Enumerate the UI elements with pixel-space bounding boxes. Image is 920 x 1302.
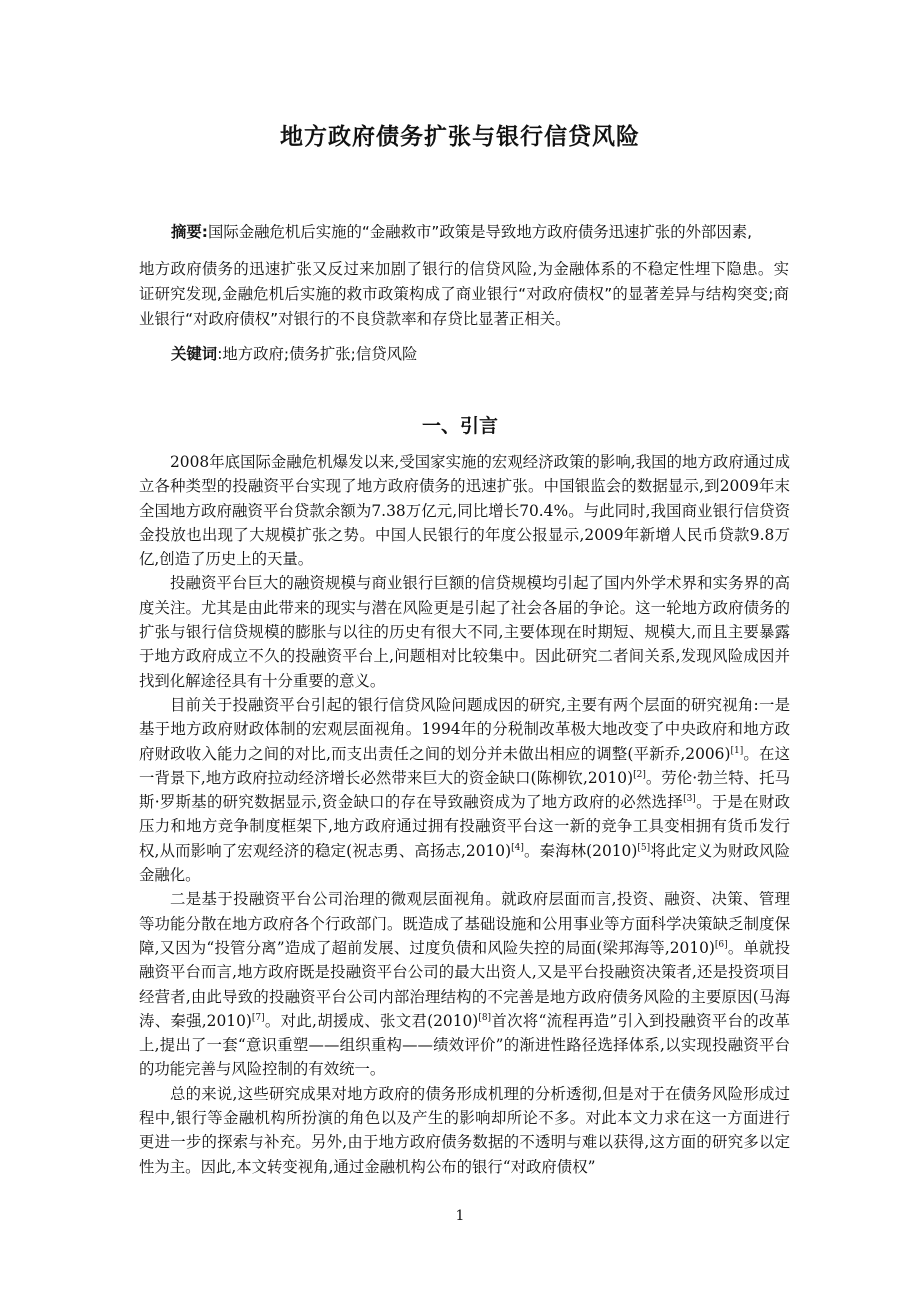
abstract-text-2: 地方政府债务的迅速扩张又反过来加剧了银行的信贷风险,为金融体系的不稳定性埋下隐患。实证研究发现,金融危机后实施的救市政策构成了商业银行“对政府债权”的显著差异与结构突变;商业银行“对政府债权”对银行的不良贷款率和存贷比显著正相关。: [139, 260, 789, 328]
body-text: [139, 450, 790, 1179]
abstract-line-1: [139, 220, 789, 245]
keywords-label: 关键词: [171, 345, 218, 363]
paragraph-text: 二是基于投融资平台公司治理的微观层面视角。就政府层面而言,投资、融资、决策、管理等功能分散在地方政府各个行政部门。既造成了基础设施和公用事业等方面科学决策缺乏制度保障,又因为“投管分离”造成了超前发展、过度负债和风险失控的局面(梁邦海等,2010): [139, 890, 790, 957]
citation-ref: [7]: [251, 1012, 265, 1023]
abstract: [139, 220, 789, 332]
body-paragraph: [139, 1082, 790, 1179]
paragraph-text: 目前关于投融资平台引起的银行信贷风险问题成因的研究,主要有两个层面的研究视角:一是基于地方政府财政体制的宏观层面视角。1994年的分税制改革极大地改变了中央政府和地方政府财政收入能力之间的对比,而支出责任之间的划分并未做出相应的调整(平新乔,2006): [139, 695, 790, 763]
section-heading: 一、引言: [421, 415, 498, 437]
paragraph-text: 。在这一背景下,地方政府拉动经济增长必然带来巨大的资金缺口(陈柳钦,2010): [139, 744, 790, 787]
citation-ref: [8]: [478, 1012, 492, 1023]
citation-ref: [4]: [511, 842, 524, 853]
citation-ref: [6]: [714, 939, 728, 950]
body-paragraph: [139, 693, 790, 887]
paragraph-text: 投融资平台巨大的融资规模与商业银行巨额的信贷规模均引起了国内外学术界和实务界的高度关注。尤其是由此带来的现实与潜在风险更是引起了社会各届的争论。这一轮地方政府债务的扩张与银行信贷规模的膨胀与以往的历史有很大不同,主要体现在时期短、规模大,而且主要暴露于地方政府成立不久的投融资平台上,问题相对比较集中。因此研究二者间关系,发现风险成因并找到化解途径具有十分重要的意义。: [139, 574, 790, 690]
body-paragraph: [139, 887, 790, 1081]
abstract-text-1: 国际金融危机后实施的“金融救市”政策是导致地方政府债务迅速扩张的外部因素,: [207, 223, 753, 241]
paragraph-text: 。秦海林(2010): [523, 841, 638, 860]
body-paragraph: [139, 450, 790, 571]
keywords-text: :地方政府;债务扩张;信贷风险: [217, 345, 418, 363]
paragraph-text: 。对此,胡援成、张文君(2010): [264, 1011, 479, 1030]
keywords: [171, 342, 791, 364]
abstract-colon: :: [201, 223, 208, 241]
page-number: 1: [455, 1208, 465, 1224]
paragraph-text: 将此定义为财政风险金融化。: [139, 841, 790, 885]
citation-ref: [3]: [683, 794, 696, 805]
paper-title: 地方政府债务扩张与银行信贷风险: [280, 124, 640, 150]
citation-ref: [1]: [730, 745, 744, 756]
paragraph-text: 。劳伦·勃兰特、托马斯·罗斯基的研究数据显示,资金缺口的存在导致融资成为了地方政府的必然选择: [139, 768, 790, 812]
body-paragraph: [139, 571, 790, 692]
citation-ref: [2]: [633, 769, 646, 780]
paragraph-text: 。单就投融资平台而言,地方政府既是投融资平台公司的最大出资人,又是平台投融资决策者,还是投资项目经营者,由此导致的投融资平台公司内部治理结构的不完善是地方政府债务风险的主要原因(马海涛、秦强,2010): [139, 938, 790, 1030]
paragraph-text: 首次将“流程再造”引入到投融资平台的改革上,提出了一套“意识重塑——组织重构——绩效评价”的渐进性路径选择体系,以实现投融资平台的功能完善与风险控制的有效统一。: [139, 1011, 790, 1079]
paragraph-text: 总的来说,这些研究成果对地方政府的债务形成机理的分析透彻,但是对于在债务风险形成过程中,银行等金融机构所扮演的角色以及产生的影响却所论不多。对此本文力求在这一方面进行更进一步的探索与补充。另外,由于地方政府债务数据的不透明与难以获得,这方面的研究多以定性为主。因此,本文转变视角,通过金融机构公布的银行“对政府债权”: [139, 1084, 790, 1176]
citation-ref: [5]: [637, 842, 651, 853]
paragraph-text: 2008年底国际金融危机爆发以来,受国家实施的宏观经济政策的影响,我国的地方政府通过成立各种类型的投融资平台实现了地方政府债务的迅速扩张。中国银监会的数据显示,到2009年末全国地方政府融资平台贷款余额为7.38万亿元,同比增长70.4%。与此同时,我国商业银行信贷资金投放也出现了大规模扩张之势。中国人民银行的年度公报显示,2009年新增人民币贷款9.8万亿,创造了历史上的天量。: [139, 453, 790, 569]
abstract-label: 摘要: [171, 223, 202, 241]
paragraph-text: 。于是在财政压力和地方竞争制度框架下,地方政府通过拥有投融资平台这一新的竞争工具变相拥有货币发行权,从而影响了宏观经济的稳定(祝志勇、高扬志,2010): [139, 793, 790, 860]
